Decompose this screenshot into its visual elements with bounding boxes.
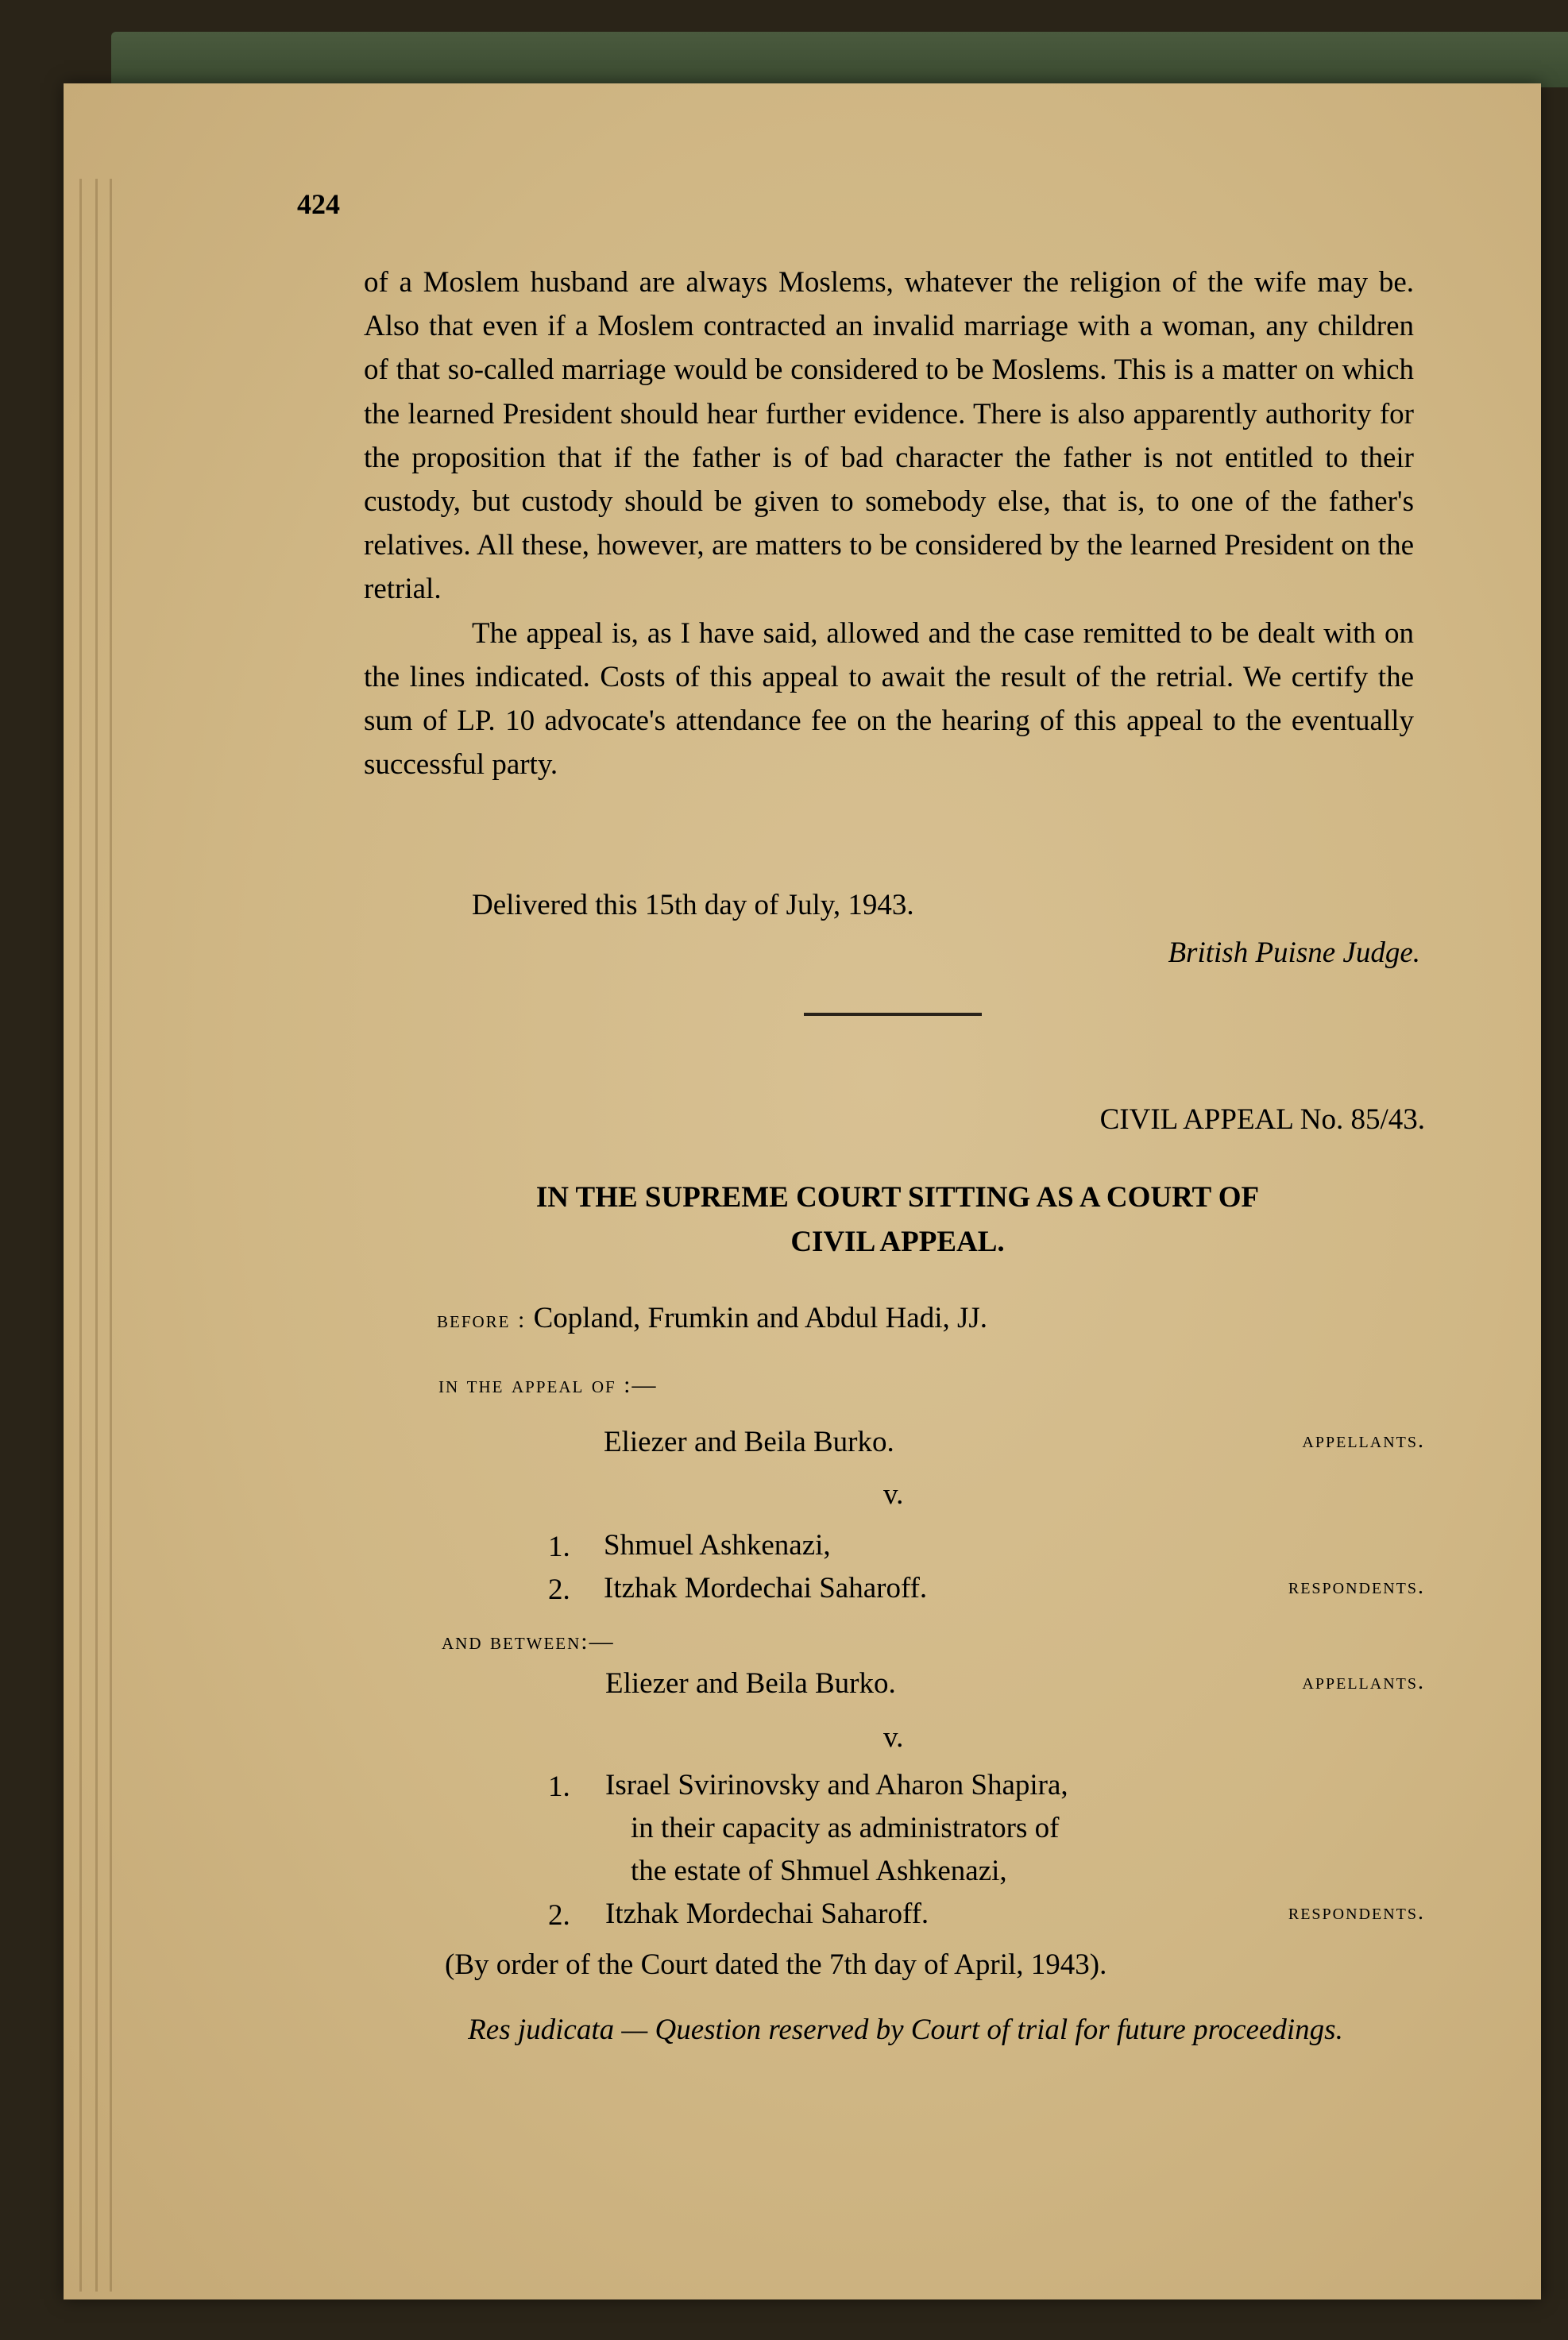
appellants-name: Eliezer and Beila Burko. bbox=[605, 1667, 896, 1700]
and-between-label: and between:— bbox=[442, 1628, 615, 1655]
versus: v. bbox=[883, 1721, 904, 1754]
respondent-name-cont: the estate of Shmuel Ashkenazi, bbox=[631, 1855, 1007, 1887]
versus: v. bbox=[883, 1478, 904, 1511]
page-edge-line bbox=[110, 179, 112, 2292]
section-divider bbox=[804, 1013, 982, 1016]
appellants-role: appellants. bbox=[1302, 1428, 1425, 1453]
headnote: Res judicata — Question reserved by Court of trial for future proceedings. bbox=[468, 2014, 1343, 2046]
respondent-name: Itzhak Mordechai Saharoff. bbox=[605, 1898, 929, 1930]
respondent-number: 1. bbox=[548, 1770, 570, 1803]
paragraph: The appeal is, as I have said, allowed and the case remitted to be dealt with on the lines indicated. Costs of this appeal to await the result of the retrial. We certify the sum of LP. 10 advocate's attendance fee on the hearing of this appeal to the eventually successful party. bbox=[364, 616, 1414, 782]
bench-line bbox=[437, 1301, 987, 1335]
page-edge-line bbox=[79, 179, 82, 2292]
before-label: before : bbox=[437, 1307, 527, 1333]
judges: Copland, Frumkin and Abdul Hadi, JJ. bbox=[533, 1302, 988, 1334]
court-title-line: IN THE SUPREME COURT SITTING AS A COURT OF bbox=[535, 1181, 1260, 1214]
case-number: CIVIL APPEAL No. 85/43. bbox=[1099, 1103, 1425, 1136]
court-order: (By order of the Court dated the 7th day of April, 1943). bbox=[445, 1948, 1107, 1981]
appeal-of-label: in the appeal of :— bbox=[438, 1372, 658, 1398]
respondent-number: 2. bbox=[548, 1574, 570, 1606]
judge-signature: British Puisne Judge. bbox=[1168, 936, 1420, 969]
respondent-name-cont: in their capacity as administrators of bbox=[631, 1812, 1060, 1844]
appellants-name: Eliezer and Beila Burko. bbox=[604, 1426, 894, 1458]
body-text bbox=[364, 261, 1414, 786]
book-cover-edge bbox=[111, 32, 1568, 87]
respondent-number: 2. bbox=[548, 1899, 570, 1932]
respondents-role: respondents. bbox=[1288, 1900, 1425, 1925]
delivery-line: Delivered this 15th day of July, 1943. bbox=[472, 889, 914, 921]
respondent-name: Israel Svirinovsky and Aharon Shapira, bbox=[605, 1769, 1068, 1801]
paragraph: of a Moslem husband are always Moslems, whatever the religion of the wife may be. Also that even if a Moslem contracted an invalid marriage with a woman, any children of that so-called marriage would be considered to be Moslems. This is a matter on which the learned President should hear further evidence. There is also apparently authority for the proposition that if the father is of bad character the father is not entitled to their custody, but custody should be given to somebody else, that is, to one of the father's relatives. All these, however, are matters to be considered by the learned President on the retrial. bbox=[364, 266, 1414, 606]
appellants-role: appellants. bbox=[1302, 1670, 1425, 1694]
court-title-line: CIVIL APPEAL. bbox=[790, 1226, 1005, 1258]
page-number: 424 bbox=[297, 188, 340, 220]
respondent-number: 1. bbox=[548, 1531, 570, 1563]
respondent-name: Shmuel Ashkenazi, bbox=[604, 1529, 831, 1562]
page-edge-line bbox=[95, 179, 98, 2292]
respondent-name: Itzhak Mordechai Saharoff. bbox=[604, 1572, 928, 1604]
court-title bbox=[397, 1176, 1398, 1265]
respondents-role: respondents. bbox=[1288, 1574, 1425, 1599]
